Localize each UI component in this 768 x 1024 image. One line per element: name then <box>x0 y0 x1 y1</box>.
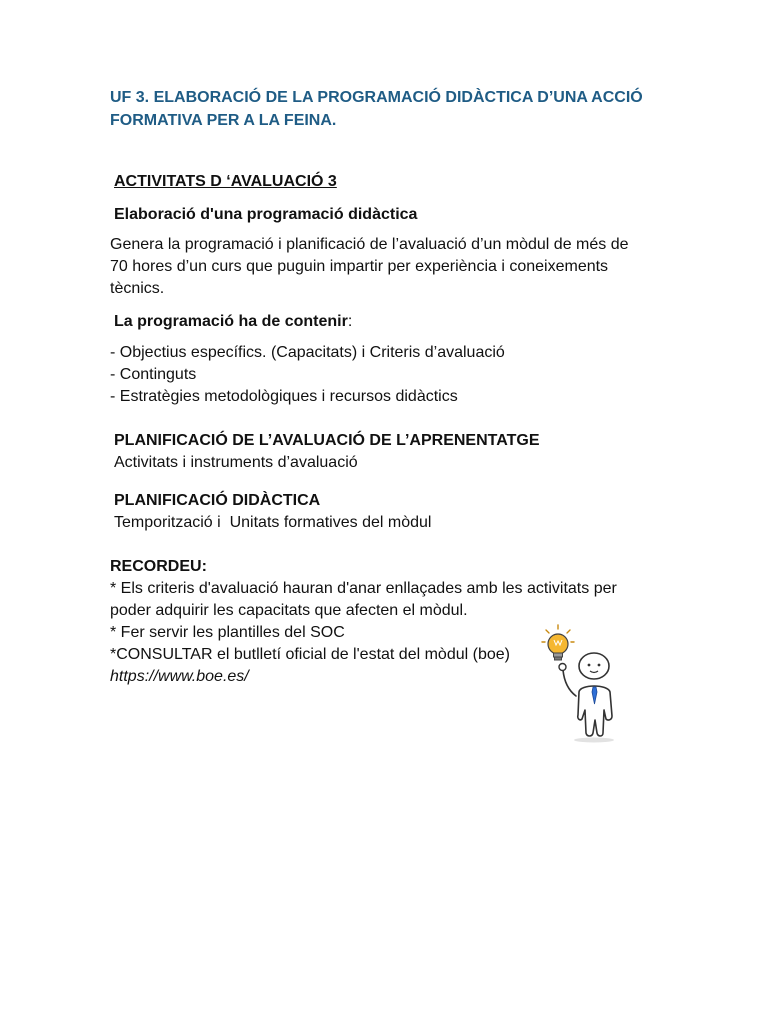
didactic-planning-heading: PLANIFICACIÓ DIDÀCTICA <box>114 492 321 509</box>
list-item: - Estratègies metodològiques i recursos didàctics <box>110 388 458 405</box>
didactic-planning-section <box>110 490 431 534</box>
list-item: - Objectius específics. (Capacitats) i Criteris d’avaluació <box>110 344 505 361</box>
evaluation-planning-text: Activitats i instruments d’avaluació <box>114 454 358 471</box>
program-label <box>110 311 352 333</box>
didactic-planning-text: Temporització i Unitats formatives del mòdul <box>114 514 432 531</box>
list-item: - Continguts <box>110 366 197 383</box>
person-with-lightbulb-icon <box>532 620 632 745</box>
page-title: UF 3. ELABORACIÓ DE LA PROGRAMACIÓ DIDÀCTICA D’UNA ACCIÓ FORMATIVA PER A LA FEINA. <box>110 89 643 129</box>
intro-line: 70 hores d’un curs que puguin impartir per experiència i coneixements <box>110 258 609 275</box>
evaluation-planning-section <box>110 430 540 474</box>
intro-line: tècnics. <box>110 280 165 297</box>
intro-line: Genera la programació i planificació de l’avaluació d’un mòdul de més de <box>110 236 629 253</box>
intro-paragraph <box>110 234 670 300</box>
program-label-colon: : <box>347 313 353 330</box>
program-label-text: La programació ha de contenir <box>114 313 348 330</box>
remember-line: * Els criteris d'avaluació hauran d'anar enllaçades amb les activitats per <box>110 580 617 597</box>
remember-line: *CONSULTAR el butlletí oficial de l'estat del mòdul (boe) <box>110 646 510 663</box>
evaluation-planning-heading: PLANIFICACIÓ DE L’AVALUACIÓ DE L’APRENENTATGE <box>114 432 540 449</box>
subheading: Elaboració d'una programació didàctica <box>114 206 418 223</box>
program-list <box>110 342 505 408</box>
remember-heading: RECORDEU: <box>110 558 207 575</box>
boe-link[interactable]: https://www.boe.es/ <box>110 668 249 685</box>
activities-heading: ACTIVITATS D ‘AVALUACIÓ 3 <box>114 173 337 190</box>
remember-line: poder adquirir les capacitats que afecten el mòdul. <box>110 602 468 619</box>
remember-line: * Fer servir les plantilles del SOC <box>110 624 345 641</box>
